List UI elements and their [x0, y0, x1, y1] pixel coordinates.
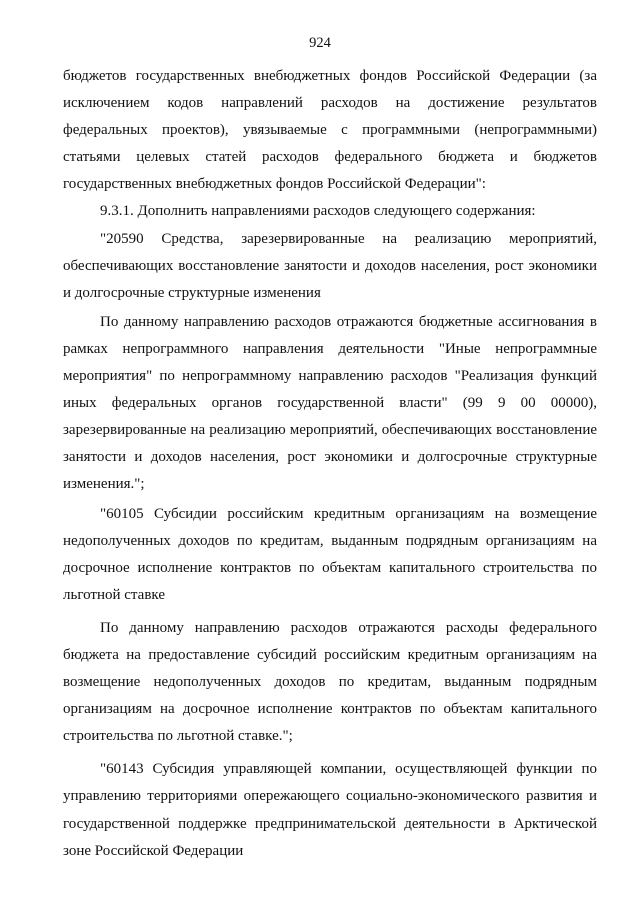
paragraph-code-60143: "60143 Субсидия управляющей компании, осуществляющей функции по управлению территориями опережающего социально-экономического развития и государственной поддержке предпринимательской деятельности в Арктической зоне Российской Федерации	[63, 761, 597, 859]
paragraph-code-60105-description: По данному направлению расходов отражаются расходы федерального бюджета на предоставление субсидий российским кредитным организациям на возмещение недополученных доходов по кредитам, выданным подрядным организациям на досрочное исполнение контрактов по объектам капитального строительства по льготной ставке.";	[63, 619, 597, 745]
page-number: 924	[309, 35, 331, 51]
paragraph-intro-continuation: бюджетов государственных внебюджетных фондов Российской Федерации (за исключением кодов направлений расходов на достижение результатов федеральных проектов), увязываемые с программными (непрограммными) статьями целевых статей расходов федерального бюджета и бюджетов государственных внебюджетных фондов Российской Федерации":	[63, 68, 597, 193]
paragraph-item-9-3-1: 9.3.1. Дополнить направлениями расходов следующего содержания:	[100, 203, 536, 220]
paragraph-code-20590: "20590 Средства, зарезервированные на реализацию мероприятий, обеспечивающих восстановление занятости и доходов населения, рост экономики и долгосрочные структурные изменения	[63, 230, 597, 301]
paragraph-code-20590-description: По данному направлению расходов отражаются бюджетные ассигнования в рамках непрограммного направления деятельности "Иные непрограммные мероприятия" по непрограммному направлению расходов "Реализация функций иных федеральных органов государственной власти" (99 9 00 00000), зарезервированные на реализацию мероприятий, обеспечивающих восстановление занятости и доходов населения, рост экономики и долгосрочные структурные изменения.";	[63, 313, 597, 493]
paragraph-code-60105: "60105 Субсидии российским кредитным организациям на возмещение недополученных доходов по кредитам, выданным подрядным организациям на досрочное исполнение контрактов по объектам капитального строительства по льготной ставке	[63, 505, 597, 603]
document-body	[63, 63, 597, 865]
